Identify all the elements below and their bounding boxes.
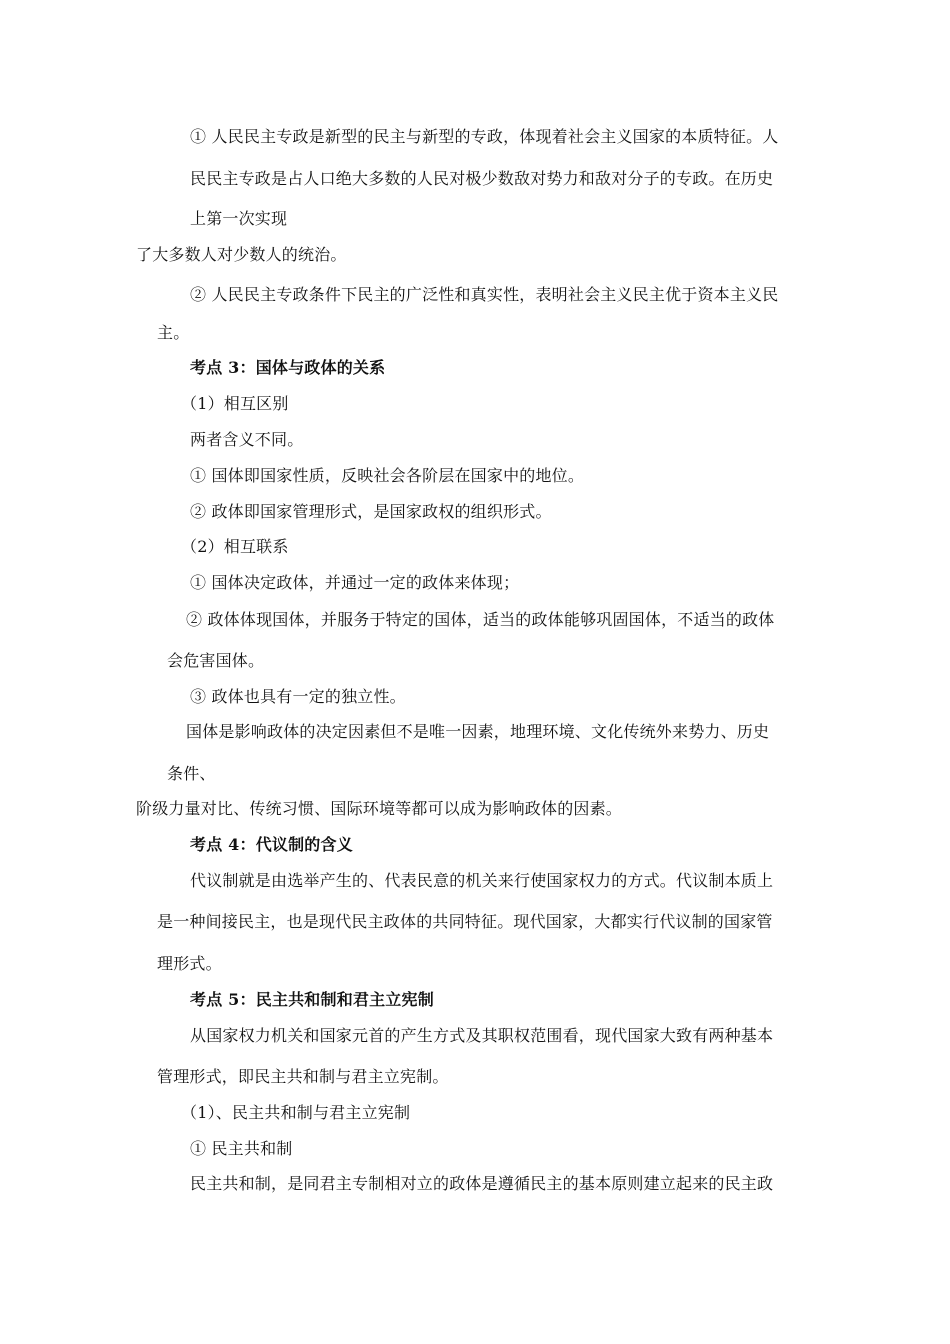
paragraph-line: 了大多数人对少数人的统治。 xyxy=(136,245,347,264)
list-item: ③ 政体也具有一定的独立性。 xyxy=(190,687,406,706)
paragraph-line: ② 人民民主专政条件下民主的广泛性和真实性，表明社会主义民主优于资本主义民 xyxy=(190,285,779,304)
paragraph-line: 代议制就是由选举产生的、代表民意的机关来行使国家权力的方式。代议制本质上 xyxy=(190,871,774,890)
list-item: ① 国体决定政体，并通过一定的政体来体现； xyxy=(190,573,520,592)
paragraph-line: 民主共和制，是同君主专制相对立的政体是遵循民主的基本原则建立起来的民主政 xyxy=(190,1174,774,1193)
paragraph-line: 阶级力量对比、传统习惯、国际环境等都可以成为影响政体的因素。 xyxy=(136,799,623,818)
section-heading: 考点 3：国体与政体的关系 xyxy=(190,358,386,377)
paragraph-line: 民民主专政是占人口绝大多数的人民对极少数敌对势力和敌对分子的专政。在历史 xyxy=(190,169,774,188)
subsection-heading: （2）相互联系 xyxy=(181,537,289,556)
subsection-heading: （1）相互区别 xyxy=(181,394,289,413)
paragraph-line: 管理形式，即民主共和制与君主立宪制。 xyxy=(157,1067,449,1086)
list-item: ② 政体体现国体，并服务于特定的国体，适当的政体能够巩固国体，不适当的政体 xyxy=(186,610,775,629)
list-item: ① 民主共和制 xyxy=(190,1139,293,1158)
paragraph-line: 上第一次实现 xyxy=(190,209,288,228)
section-heading: 考点 4：代议制的含义 xyxy=(190,835,353,854)
paragraph-line: 两者含义不同。 xyxy=(190,430,304,449)
paragraph-line: 理形式。 xyxy=(157,954,222,973)
subsection-heading: （1）、民主共和制与君主立宪制 xyxy=(181,1103,411,1122)
paragraph-line: 主。 xyxy=(157,323,190,342)
paragraph-line: 从国家权力机关和国家元首的产生方式及其职权范围看，现代国家大致有两种基本 xyxy=(190,1026,774,1045)
paragraph-line: 条件、 xyxy=(167,764,216,783)
paragraph-line: 国体是影响政体的决定因素但不是唯一因素，地理环境、文化传统外来势力、历史 xyxy=(186,722,770,741)
section-heading: 考点 5：民主共和制和君主立宪制 xyxy=(190,990,434,1009)
paragraph-line: 会危害国体。 xyxy=(167,651,265,670)
list-item: ② 政体即国家管理形式，是国家政权的组织形式。 xyxy=(190,502,552,521)
paragraph-line: 是一种间接民主，也是现代民主政体的共同特征。现代国家，大都实行代议制的国家管 xyxy=(157,912,773,931)
paragraph-line: ① 人民民主专政是新型的民主与新型的专政，体现着社会主义国家的本质特征。人 xyxy=(190,127,779,146)
list-item: ① 国体即国家性质，反映社会各阶层在国家中的地位。 xyxy=(190,466,585,485)
